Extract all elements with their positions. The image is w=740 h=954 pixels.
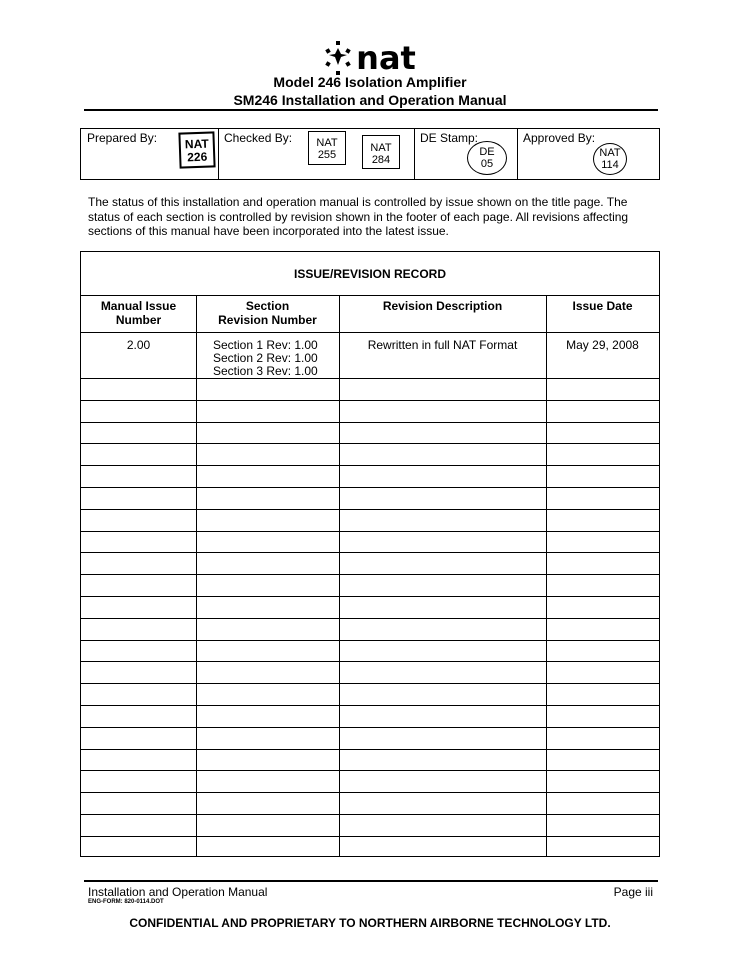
de-stamp-line1: DE bbox=[479, 146, 495, 158]
column-header-section-line1: Section bbox=[245, 299, 290, 313]
empty-row-divider bbox=[81, 400, 659, 401]
empty-row-divider bbox=[81, 640, 659, 641]
empty-row-divider bbox=[81, 792, 659, 793]
checked-stamp-1-line2: 255 bbox=[317, 149, 337, 161]
checked-by-label: Checked By: bbox=[224, 131, 293, 145]
footer-form-id: ENG-FORM: 820-0114.DOT bbox=[88, 899, 164, 905]
document-title: Model 246 Isolation Amplifier bbox=[273, 74, 467, 90]
footer-divider bbox=[84, 880, 658, 882]
row-section-revisions bbox=[213, 339, 318, 378]
header-row-divider bbox=[81, 332, 659, 333]
de-stamp-line2: 05 bbox=[480, 158, 494, 170]
empty-row-divider bbox=[81, 443, 659, 444]
empty-row-divider bbox=[81, 618, 659, 619]
column-divider bbox=[339, 295, 340, 856]
column-header-issue-line2: Number bbox=[115, 313, 162, 327]
logo-wordmark: nat bbox=[356, 39, 416, 77]
approved-by-cell bbox=[517, 129, 659, 179]
prepared-stamp-line1: NAT bbox=[184, 136, 209, 152]
revision-table-title: ISSUE/REVISION RECORD bbox=[293, 267, 447, 281]
column-divider bbox=[196, 295, 197, 856]
de-stamp-label: DE Stamp: bbox=[420, 131, 479, 145]
status-paragraph: The status of this installation and operation manual is controlled by issue shown on the title page. The status of each section is controlled by revision shown in the footer of each page. All revisions affecting sections of this manual have been incorporated into the latest issue. bbox=[88, 195, 629, 238]
empty-row-divider bbox=[81, 574, 659, 575]
prepared-by-label: Prepared By: bbox=[87, 131, 158, 145]
approved-stamp-line1: NAT bbox=[599, 147, 621, 159]
empty-row-divider bbox=[81, 552, 659, 553]
empty-row-divider bbox=[81, 509, 659, 510]
prepared-by-cell bbox=[81, 129, 218, 179]
nat-starburst-logo-icon bbox=[324, 41, 352, 75]
checked-stamp-2-line1: NAT bbox=[370, 142, 392, 154]
prepared-by-stamp bbox=[178, 131, 215, 168]
revision-title-divider bbox=[81, 295, 659, 296]
footer-manual-name: Installation and Operation Manual bbox=[88, 885, 268, 899]
empty-row-divider bbox=[81, 596, 659, 597]
section-revision-1: Section 1 Rev: 1.00 bbox=[213, 338, 318, 352]
checked-by-stamp-2 bbox=[362, 135, 400, 169]
document-subtitle: SM246 Installation and Operation Manual bbox=[233, 92, 507, 108]
section-revision-3: Section 3 Rev: 1.00 bbox=[213, 364, 318, 378]
checked-by-stamp-1 bbox=[308, 131, 346, 165]
company-logo bbox=[0, 40, 740, 76]
empty-row-divider bbox=[81, 683, 659, 684]
column-header-issue-line1: Manual Issue bbox=[100, 299, 177, 313]
empty-row-divider bbox=[81, 465, 659, 466]
column-divider bbox=[546, 295, 547, 856]
checked-stamp-1-line1: NAT bbox=[316, 137, 338, 149]
column-header-issue bbox=[81, 299, 196, 327]
empty-row-divider bbox=[81, 770, 659, 771]
empty-row-divider bbox=[81, 661, 659, 662]
section-revision-2: Section 2 Rev: 1.00 bbox=[213, 351, 318, 365]
header-divider bbox=[84, 109, 658, 111]
empty-row-divider bbox=[81, 749, 659, 750]
footer-confidential-notice: CONFIDENTIAL AND PROPRIETARY TO NORTHERN AIRBORNE TECHNOLOGY LTD. bbox=[129, 916, 611, 930]
row-issue-date: May 29, 2008 bbox=[566, 338, 639, 352]
de-stamp bbox=[467, 141, 507, 175]
empty-row-divider bbox=[81, 727, 659, 728]
row-description: Rewritten in full NAT Format bbox=[367, 338, 518, 352]
empty-row-divider bbox=[81, 531, 659, 532]
row-issue-number: 2.00 bbox=[126, 338, 151, 352]
column-header-section bbox=[196, 299, 339, 327]
approved-by-label: Approved By: bbox=[523, 131, 596, 145]
checked-stamp-2-line2: 284 bbox=[371, 154, 391, 166]
empty-row-divider bbox=[81, 814, 659, 815]
approved-by-stamp bbox=[593, 143, 627, 175]
footer-page-number: Page iii bbox=[613, 885, 653, 899]
approved-stamp-line2: 114 bbox=[601, 159, 619, 171]
column-header-section-line2: Revision Number bbox=[218, 313, 317, 327]
checked-by-cell bbox=[218, 129, 414, 179]
empty-row-divider bbox=[81, 487, 659, 488]
issue-revision-table bbox=[80, 251, 660, 857]
empty-row-divider bbox=[81, 422, 659, 423]
column-header-date: Issue Date bbox=[572, 299, 633, 313]
empty-row-divider bbox=[81, 705, 659, 706]
empty-row-divider bbox=[81, 836, 659, 837]
empty-row-divider bbox=[81, 378, 659, 379]
de-stamp-cell bbox=[414, 129, 517, 179]
approval-signoff-table bbox=[80, 128, 660, 180]
column-header-description: Revision Description bbox=[382, 299, 503, 313]
prepared-stamp-line2: 226 bbox=[186, 149, 208, 165]
